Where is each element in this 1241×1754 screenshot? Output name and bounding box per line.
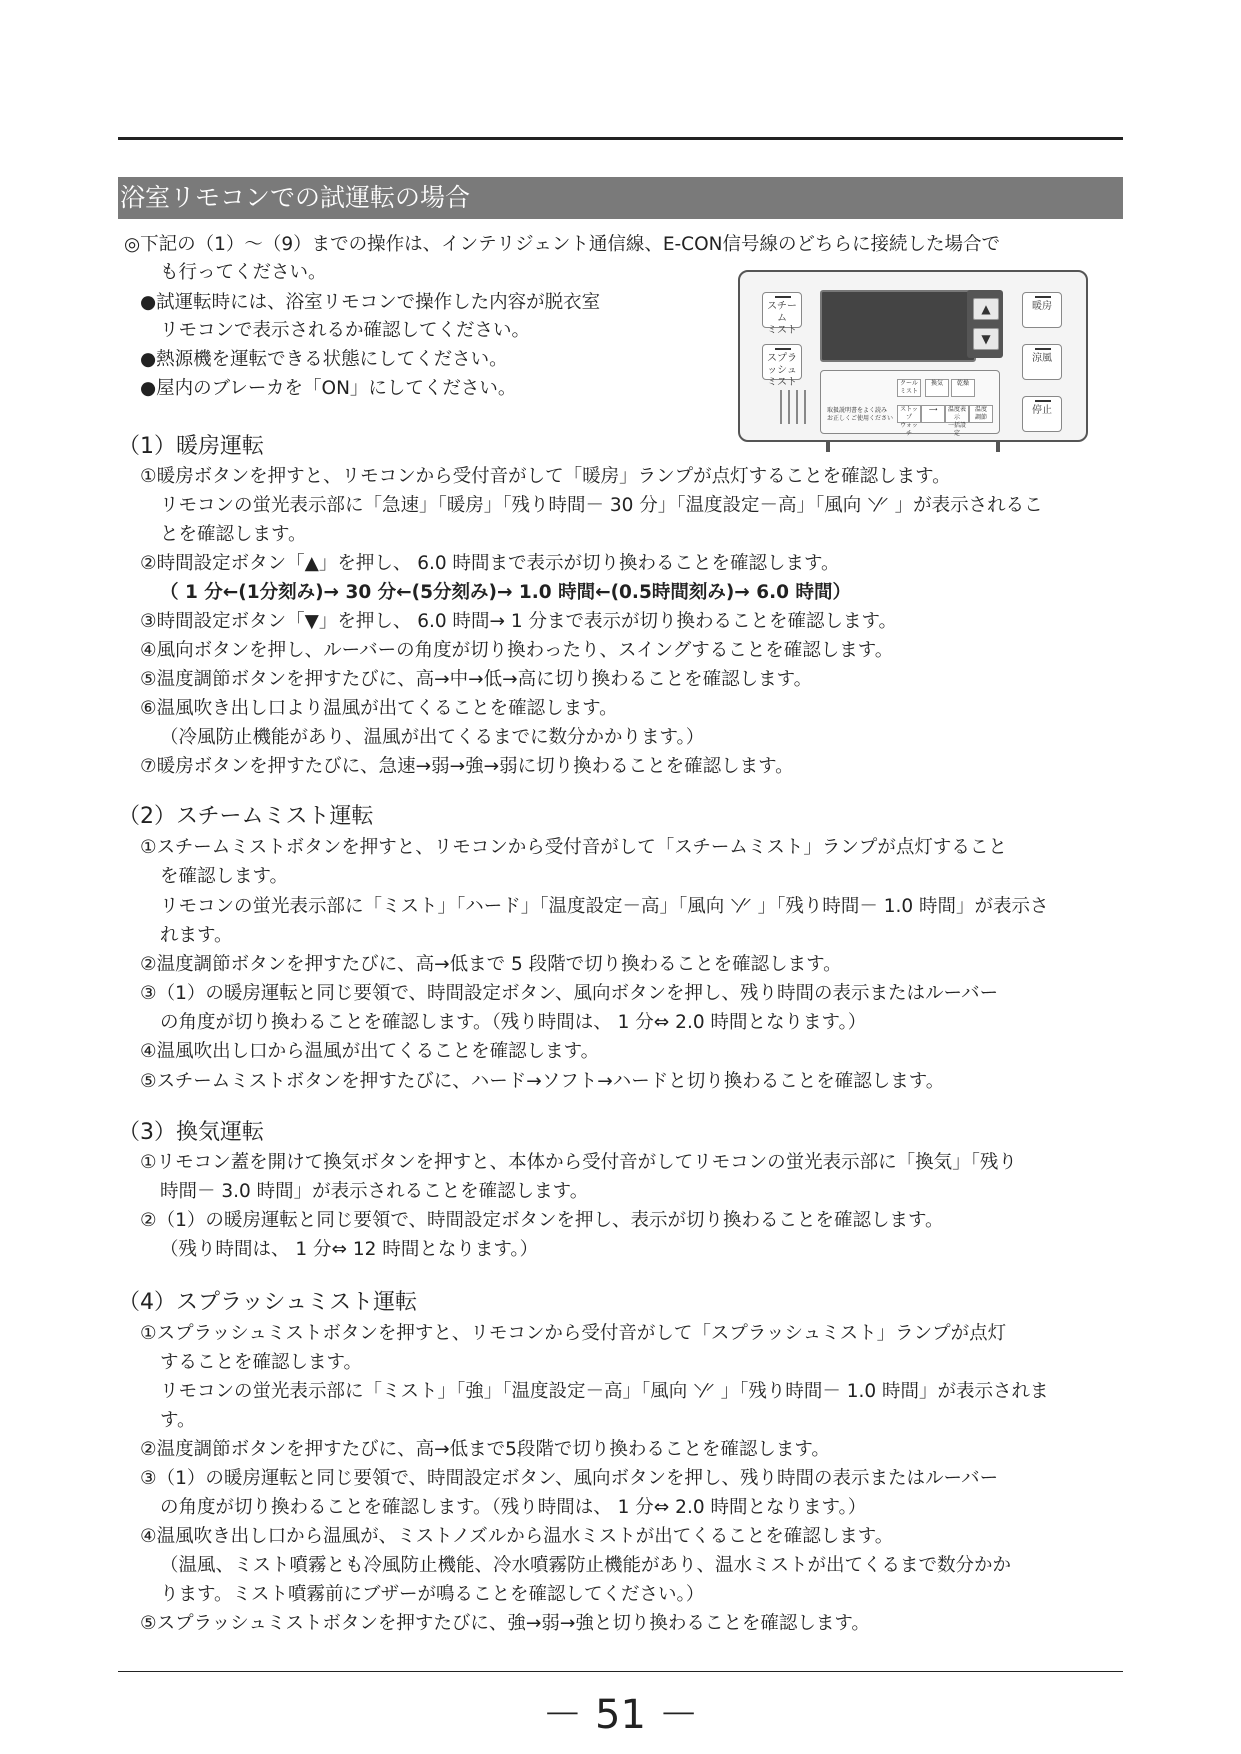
body-line: （冷風防止機能があり、温風が出てくるまでに数分かかります。） [160,727,705,748]
up-arrow-icon: ▲ [973,298,999,320]
body-line: リモコンの蛍光表示部に「ミスト」「強」「温度設定－高」「風向 ⸌⁄⸍ 」「残り時間－ 1.0 時間」が表示されま [160,1381,1049,1402]
body-line: ③時間設定ボタン「▼」を押し、 6.0 時間→ 1 分まで表示が切り換わることを確認します。 [140,611,898,632]
lid-button: ⟶ [921,405,945,423]
section-heading: （2）スチームミスト運転 [118,804,374,829]
body-line: ⑥温風吹き出し口より温風が出てくることを確認します。 [140,698,618,719]
lid-button: ストップ ウォッチ [897,405,921,423]
bathroom-remote-illustration [738,270,1088,442]
splash-mist-button: スプラッシュ ミスト [762,344,802,380]
intro-bullet: ●試運転時には、浴室リモコンで操作した内容が脱衣室 [140,292,601,313]
body-line: （ 1 分←(1分刻み)→ 30 分←(5分刻み)→ 1.0 時間←(0.5時間刻み)→ 6.0 時間） [160,582,851,603]
body-line: ②温度調節ボタンを押すたびに、高→低まで 5 段階で切り換わることを確認します。 [140,954,842,975]
intro-note-line1: ◎下記の（1）〜（9）までの操作は、インテリジェント通信線、E-CON信号線のどちらに接続した場合で [124,234,1000,255]
body-line: ⑤スプラッシュミストボタンを押すたびに、強→弱→強と切り換わることを確認します。 [140,1613,870,1634]
body-line: ⑦暖房ボタンを押すたびに、急速→弱→強→弱に切り換わることを確認します。 [140,756,794,777]
speaker-grill [788,390,790,424]
mount-leg [996,440,1000,452]
body-line: （温風、ミスト噴霧とも冷風防止機能、冷水噴霧防止機能があり、温水ミストが出てくるまで数分かか [160,1555,1012,1576]
top-rule [118,137,1123,140]
cool-air-button: 涼風 [1022,344,1062,380]
body-line: ④風向ボタンを押し、ルーバーの角度が切り換わったり、スイングすることを確認します。 [140,640,894,661]
lid-button: クール ミスト [897,379,921,397]
body-line: リモコンの蛍光表示部に「ミスト」「ハード」「温度設定－高」「風向 ⸌⁄⸍ 」「残り時間－ 1.0 時間」が表示さ [160,896,1049,917]
body-line: することを確認します。 [160,1352,363,1373]
lid-button: 温度表示 一括設定 [945,405,969,423]
intro-bullet: リモコンで表示されるか確認してください。 [160,320,531,341]
body-line: ①スプラッシュミストボタンを押すと、リモコンから受付音がして「スプラッシュミスト」ランプが点灯 [140,1323,1007,1344]
down-arrow-icon: ▼ [973,328,999,350]
page-number: － 51 － [542,1692,699,1738]
heating-button: 暖房 [1022,292,1062,328]
speaker-grill [780,390,782,424]
body-line: ①リモコン蓋を開けて換気ボタンを押すと、本体から受付音がしてリモコンの蛍光表示部に「換気」「残り [140,1152,1017,1173]
time-arrows [967,290,1003,358]
body-line: ②温度調節ボタンを押すたびに、高→低まで5段階で切り換わることを確認します。 [140,1439,830,1460]
body-line: ②（1）の暖房運転と同じ要領で、時間設定ボタンを押し、表示が切り換わることを確認します。 [140,1210,944,1231]
intro-bullet: ●熱源機を運転できる状態にしてください。 [140,349,508,370]
body-line: の角度が切り換わることを確認します。（残り時間は、 1 分⇔ 2.0 時間となります。） [160,1497,867,1518]
body-line: を確認します。 [160,866,289,887]
body-line: ①スチームミストボタンを押すと、リモコンから受付音がして「スチームミスト」ランプが点灯すること [140,837,1007,858]
body-line: れます。 [160,925,233,946]
body-line: リモコンの蛍光表示部に「急速」「暖房」「残り時間－ 30 分」「温度設定－高」「風向 ⸌⁄⸍ 」が表示されるこ [160,495,1043,516]
body-line: ります。ミスト噴霧前にブザーが鳴ることを確認してください。） [160,1584,705,1605]
body-line: ⑤スチームミストボタンを押すたびに、ハード→ソフト→ハードと切り換わることを確認します。 [140,1071,945,1092]
lid-button: 乾燥 [951,379,975,397]
body-line: ⑤温度調節ボタンを押すたびに、高→中→低→高に切り換わることを確認します。 [140,669,813,690]
lid-button: 温度 調節 [969,405,993,423]
steam-mist-button: スチーム ミスト [762,292,802,328]
intro-bullet: ●屋内のブレーカを「ON」にしてください。 [140,378,517,399]
body-line: ③（1）の暖房運転と同じ要領で、時間設定ボタン、風向ボタンを押し、残り時間の表示またはルーバー [140,983,999,1004]
body-line: とを確認します。 [160,524,307,545]
body-line: 時間－ 3.0 時間」が表示されることを確認します。 [160,1181,589,1202]
section-heading: （4）スプラッシュミスト運転 [118,1290,418,1315]
body-line: ①暖房ボタンを押すと、リモコンから受付音がして「暖房」ランプが点灯することを確認します。 [140,466,951,487]
bottom-rule [118,1671,1123,1672]
speaker-grill [796,390,798,424]
body-line: す。 [160,1410,196,1431]
body-line: ④温風吹き出し口から温風が、ミストノズルから温水ミストが出てくることを確認します。 [140,1526,894,1547]
section-title: 浴室リモコンでの試運転の場合 [118,177,1123,219]
body-line: （残り時間は、 1 分⇔ 12 時間となります。） [160,1239,539,1260]
remote-lid [820,370,1000,437]
speaker-grill [804,390,806,424]
lid-button: 換気 [925,379,949,397]
mount-leg [826,440,830,452]
lid-note: 取扱説明書をよく読み お正しくご使用ください [827,407,894,422]
intro-note-line2: も行ってください。 [160,262,327,283]
body-line: の角度が切り換わることを確認します。（残り時間は、 1 分⇔ 2.0 時間となります。） [160,1012,867,1033]
body-line: ②時間設定ボタン「▲」を押し、 6.0 時間まで表示が切り換わることを確認します。 [140,553,840,574]
stop-button: 停止 [1022,396,1062,432]
display-screen [820,290,976,362]
section-heading: （3）換気運転 [118,1120,264,1145]
body-line: ④温風吹出し口から温風が出てくることを確認します。 [140,1041,600,1062]
section-heading: （1）暖房運転 [118,434,264,459]
body-line: ③（1）の暖房運転と同じ要領で、時間設定ボタン、風向ボタンを押し、残り時間の表示またはルーバー [140,1468,999,1489]
